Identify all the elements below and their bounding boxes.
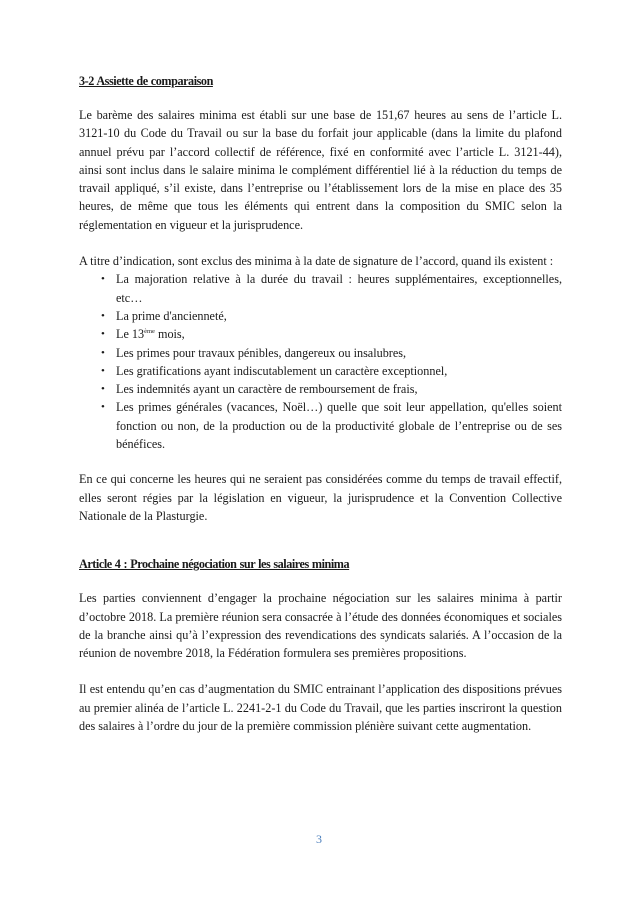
bullet-icon: • <box>101 364 105 377</box>
document-page <box>79 68 562 735</box>
bullet-icon: • <box>101 401 105 414</box>
list-item: • Les gratifications ayant indiscutablement un caractère exceptionnel, <box>79 362 562 380</box>
list-item: • La majoration relative à la durée du travail : heures supplémentaires, exceptionnelles, etc… <box>101 272 562 305</box>
list-item: • Les primes pour travaux pénibles, dangereux ou insalubres, <box>79 344 562 362</box>
exclusions-list <box>79 270 562 453</box>
bullet-icon: • <box>101 346 105 359</box>
bullet-icon: • <box>101 309 105 322</box>
paragraph-temps-travail: En ce qui concerne les heures qui ne seraient pas considérées comme du temps de travail effectif, elles seront régies par la législation en vigueur, la jurisprudence et la Convention Collective Nationale de la Plasturgie. <box>79 472 562 523</box>
paragraph-exclusions-intro: A titre d’indication, sont exclus des minima à la date de signature de l’accord, quand ils existent : <box>79 254 554 269</box>
paragraph-assiette: Le barème des salaires minima est établi sur une base de 151,67 heures au sens de l’article L. 3121-10 du Code du Travail ou sur la base du forfait jour applicable (dans la limite du plafond annuel prévu par l’accord collectif de référence, fixé en conformité avec l’article L. 3121-44), ainsi sont inclus dans le salaire minima le complément différentiel lié à la réduction du temps de travail appliqué, s’il existe, dans l’entreprise ou l’établissement lors de la mise en place des 35 heures, de même que tous les éléments qui entrent dans la composition du SMIC selon la réglementation en vigueur et la jurisprudence. <box>79 108 562 232</box>
list-item: • La prime d'ancienneté, <box>79 307 562 325</box>
paragraph-prochaine-negociation: Les parties conviennent d’engager la prochaine négociation sur les salaires minima à partir d’octobre 2018. La première réunion sera consacrée à l’étude des données économiques et sociales de la branche ainsi qu’à l’expression des revendications des syndicats salariés. A l’occasion de la réunion de novembre 2018, la Fédération formulera ses premières propositions. <box>79 591 562 661</box>
bullet-icon: • <box>101 328 105 341</box>
page-number: 3 <box>316 832 322 846</box>
paragraph-smic: Il est entendu qu’en cas d’augmentation du SMIC entrainant l’application des dispositions prévues au premier alinéa de l’article L. 2241-2-1 du Code du Travail, que les parties inscriront la question des salaires à l’ordre du jour de la première commission plénière suivant cette augmentation. <box>79 682 562 734</box>
article-4-heading: Article 4 : Prochaine négociation sur les salaires minima <box>79 557 350 572</box>
bullet-icon: • <box>101 273 105 286</box>
section-heading-3-2: 3-2 Assiette de comparaison <box>79 74 213 88</box>
list-item: • Les primes générales (vacances, Noël…) quelle que soit leur appellation, qu'elles soient fonction ou non, de la production ou de la productivité globale de l’entreprise ou de ses bénéfices. <box>101 400 562 452</box>
list-item: • Le 13ème mois, <box>79 325 562 343</box>
list-item: • Les indemnités ayant un caractère de remboursement de frais, <box>79 380 562 398</box>
bullet-icon: • <box>101 383 105 396</box>
